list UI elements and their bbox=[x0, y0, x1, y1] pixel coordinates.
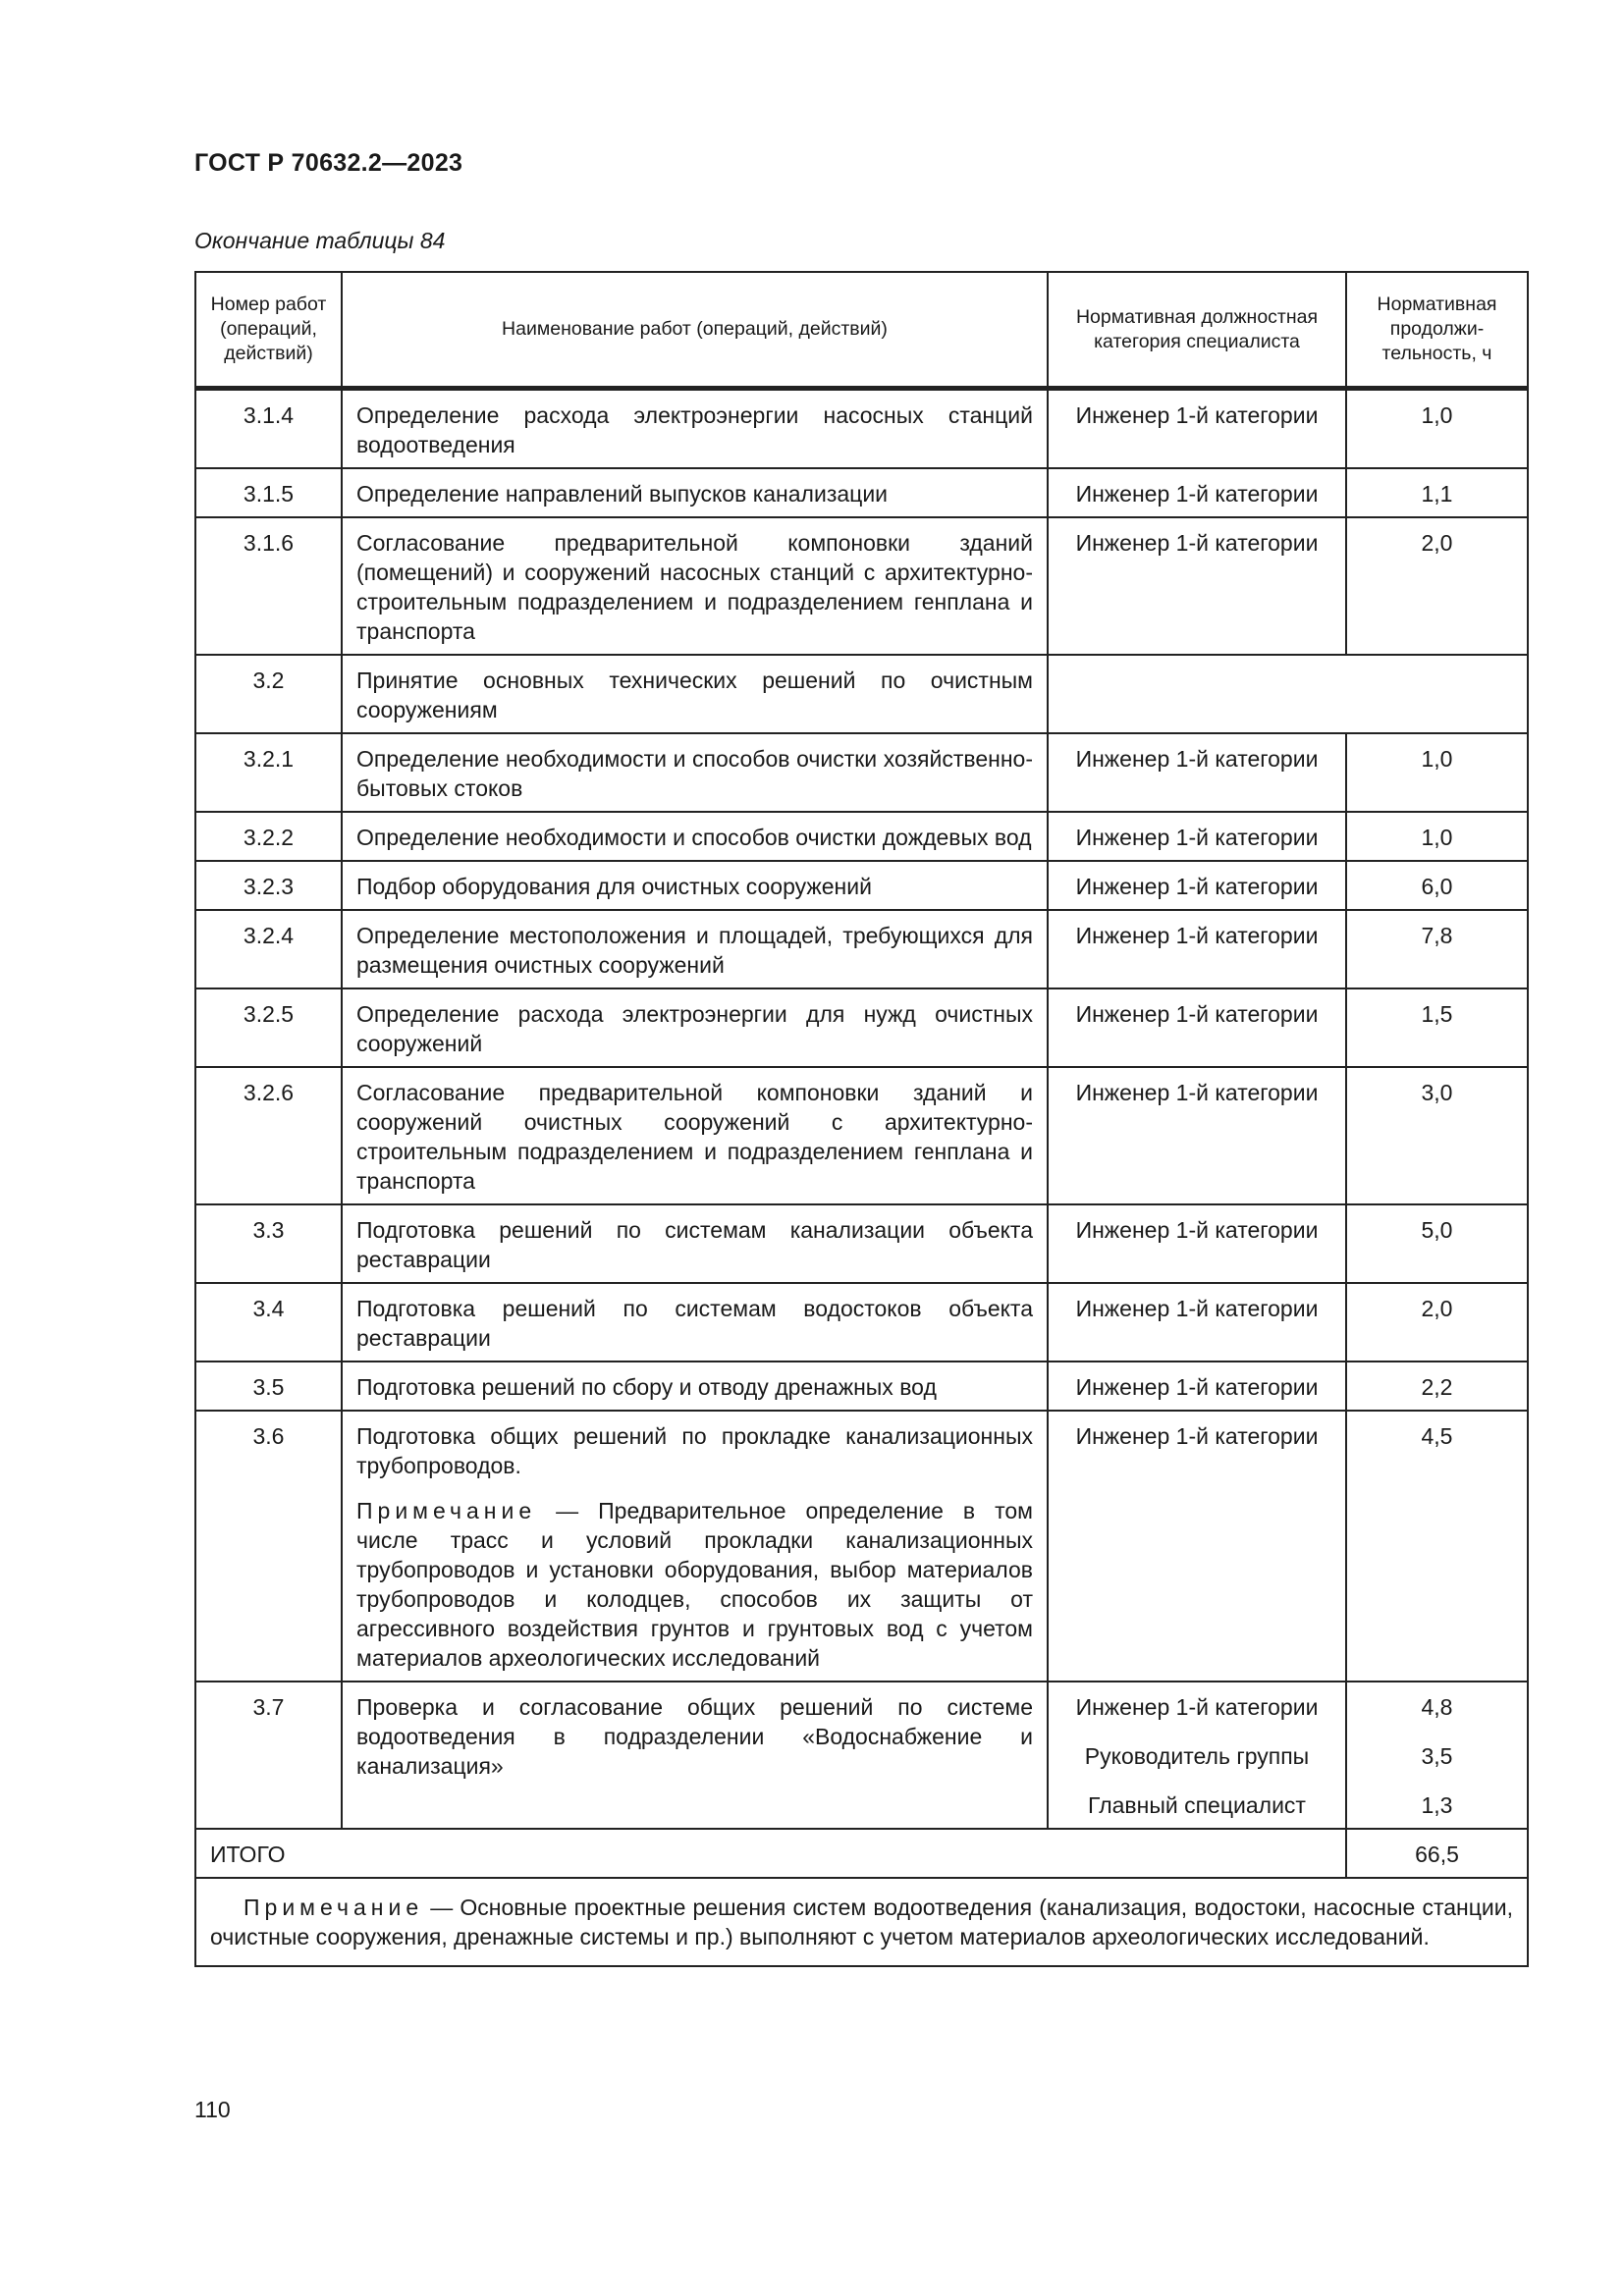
row-name: Подготовка решений по системам водостоков объекта реставрации bbox=[342, 1283, 1048, 1362]
row-name: Определение направлений выпусков канализации bbox=[342, 468, 1048, 517]
row-category: Инженер 1-й категории bbox=[1048, 1362, 1346, 1411]
row-name: Согласование предварительной компоновки зданий (помещений) и сооружений насосных станций с архитектурно-строительным подразделением и подразделением генплана и транспорта bbox=[342, 517, 1048, 655]
row-number: 3.3 bbox=[195, 1204, 342, 1283]
table-caption: Окончание таблицы 84 bbox=[194, 228, 446, 253]
header-name: Наименование работ (операций, действий) bbox=[342, 272, 1048, 389]
row-number: 3.2.4 bbox=[195, 910, 342, 988]
table-row bbox=[195, 733, 1528, 812]
row-number: 3.2.6 bbox=[195, 1067, 342, 1204]
table-row bbox=[195, 1204, 1528, 1283]
footnote-label: Примечание bbox=[244, 1895, 424, 1920]
footnote-row bbox=[195, 1878, 1528, 1966]
row-name: Подготовка общих решений по прокладке канализационных трубопроводов. bbox=[356, 1423, 1033, 1478]
row-category: Инженер 1-й категории bbox=[1048, 733, 1346, 812]
row-number: 3.2 bbox=[195, 655, 342, 733]
row-name: Подбор оборудования для очистных сооружений bbox=[342, 861, 1048, 910]
row-name-with-note bbox=[342, 1411, 1048, 1682]
table-row bbox=[195, 1411, 1528, 1682]
row-category: Инженер 1-й категории bbox=[1048, 1067, 1346, 1204]
row-duration: 1,3 bbox=[1421, 1792, 1453, 1818]
row-category: Инженер 1-й категории bbox=[1048, 812, 1346, 861]
row-category: Руководитель группы bbox=[1084, 1743, 1310, 1769]
row-category: Инженер 1-й категории bbox=[1048, 517, 1346, 655]
table-row bbox=[195, 1067, 1528, 1204]
row-categories bbox=[1048, 1682, 1346, 1829]
document-header: ГОСТ Р 70632.2—2023 bbox=[194, 149, 463, 177]
row-inline-note bbox=[356, 1496, 1033, 1673]
row-name: Подготовка решений по системам канализации объекта реставрации bbox=[342, 1204, 1048, 1283]
row-number: 3.1.4 bbox=[195, 389, 342, 469]
row-name: Определение расхода электроэнергии насосных станций водоотведения bbox=[342, 389, 1048, 469]
row-category: Инженер 1-й категории bbox=[1048, 468, 1346, 517]
header-duration: Нормативная продолжи-тельность, ч bbox=[1346, 272, 1528, 389]
row-number: 3.2.1 bbox=[195, 733, 342, 812]
row-category: Инженер 1-й категории bbox=[1048, 1204, 1346, 1283]
row-duration: 1,0 bbox=[1346, 389, 1528, 469]
row-duration: 2,0 bbox=[1346, 517, 1528, 655]
row-duration: 4,8 bbox=[1421, 1694, 1453, 1720]
row-name: Принятие основных технических решений по очистным сооружениям bbox=[342, 655, 1048, 733]
row-number: 3.7 bbox=[195, 1682, 342, 1829]
row-duration: 7,8 bbox=[1346, 910, 1528, 988]
table-row bbox=[195, 1283, 1528, 1362]
row-number: 3.4 bbox=[195, 1283, 342, 1362]
page-number: 110 bbox=[194, 2097, 231, 2122]
row-number: 3.5 bbox=[195, 1362, 342, 1411]
table-header-row bbox=[195, 272, 1528, 389]
table-row bbox=[195, 1362, 1528, 1411]
table-row bbox=[195, 812, 1528, 861]
header-number: Номер работ (операций, действий) bbox=[195, 272, 342, 389]
row-number: 3.2.5 bbox=[195, 988, 342, 1067]
row-duration: 1,0 bbox=[1346, 733, 1528, 812]
table-row-section bbox=[195, 655, 1528, 733]
row-duration: 1,5 bbox=[1346, 988, 1528, 1067]
row-category: Инженер 1-й категории bbox=[1048, 389, 1346, 469]
row-name: Определение расхода электроэнергии для нужд очистных сооружений bbox=[342, 988, 1048, 1067]
row-category: Инженер 1-й категории bbox=[1075, 1694, 1319, 1720]
row-duration: 6,0 bbox=[1346, 861, 1528, 910]
row-duration: 2,2 bbox=[1346, 1362, 1528, 1411]
row-number: 3.1.6 bbox=[195, 517, 342, 655]
row-number: 3.2.3 bbox=[195, 861, 342, 910]
footnote-text: — Основные проектные решения систем водоотведения (канализация, водостоки, насосные станции, очистные сооружения, дренажные системы и пр.) выполняют с учетом материалов археологических исследований. bbox=[210, 1895, 1513, 1949]
row-number: 3.6 bbox=[195, 1411, 342, 1682]
table-row bbox=[195, 517, 1528, 655]
row-duration: 3,5 bbox=[1421, 1743, 1453, 1769]
row-category: Инженер 1-й категории bbox=[1048, 861, 1346, 910]
row-name: Согласование предварительной компоновки зданий и сооружений очистных сооружений с архитектурно-строительным подразделением и подразделением генплана и транспорта bbox=[342, 1067, 1048, 1204]
table-footnote bbox=[195, 1878, 1528, 1966]
row-name: Подготовка решений по сбору и отводу дренажных вод bbox=[342, 1362, 1048, 1411]
row-number: 3.2.2 bbox=[195, 812, 342, 861]
note-label: Примечание bbox=[356, 1498, 537, 1523]
row-empty-merged bbox=[1048, 655, 1528, 733]
table-row bbox=[195, 468, 1528, 517]
table-row bbox=[195, 988, 1528, 1067]
table-row bbox=[195, 910, 1528, 988]
header-category: Нормативная должностная категория специалиста bbox=[1048, 272, 1346, 389]
note-text: — Предварительное определение в том числе трасс и условий прокладки канализационных трубопроводов и установки оборудования, выбор материалов трубопроводов и колодцев, способов их защиты от агрессивного воздействия грунтов и грунтовых вод с учетом материалов археологических исследований bbox=[356, 1498, 1033, 1671]
row-duration: 2,0 bbox=[1346, 1283, 1528, 1362]
row-name: Определение местоположения и площадей, требующихся для размещения очистных сооружений bbox=[342, 910, 1048, 988]
row-category: Инженер 1-й категории bbox=[1048, 910, 1346, 988]
row-duration: 1,0 bbox=[1346, 812, 1528, 861]
row-duration: 5,0 bbox=[1346, 1204, 1528, 1283]
row-category: Инженер 1-й категории bbox=[1048, 1283, 1346, 1362]
row-duration: 1,1 bbox=[1346, 468, 1528, 517]
table-row bbox=[195, 389, 1528, 469]
table-row bbox=[195, 1682, 1528, 1829]
norms-table bbox=[194, 271, 1529, 1967]
row-name: Определение необходимости и способов очистки хозяйственно-бытовых стоков bbox=[342, 733, 1048, 812]
total-label: ИТОГО bbox=[195, 1829, 1346, 1878]
table-row bbox=[195, 861, 1528, 910]
row-category: Инженер 1-й категории bbox=[1048, 988, 1346, 1067]
total-value: 66,5 bbox=[1346, 1829, 1528, 1878]
row-name: Проверка и согласование общих решений по системе водоотведения в подразделении «Водоснабжение и канализация» bbox=[342, 1682, 1048, 1829]
row-category: Главный специалист bbox=[1088, 1792, 1306, 1818]
row-duration: 3,0 bbox=[1346, 1067, 1528, 1204]
row-category: Инженер 1-й категории bbox=[1048, 1411, 1346, 1682]
row-durations bbox=[1346, 1682, 1528, 1829]
row-duration: 4,5 bbox=[1346, 1411, 1528, 1682]
row-name: Определение необходимости и способов очистки дождевых вод bbox=[342, 812, 1048, 861]
row-number: 3.1.5 bbox=[195, 468, 342, 517]
total-row bbox=[195, 1829, 1528, 1878]
